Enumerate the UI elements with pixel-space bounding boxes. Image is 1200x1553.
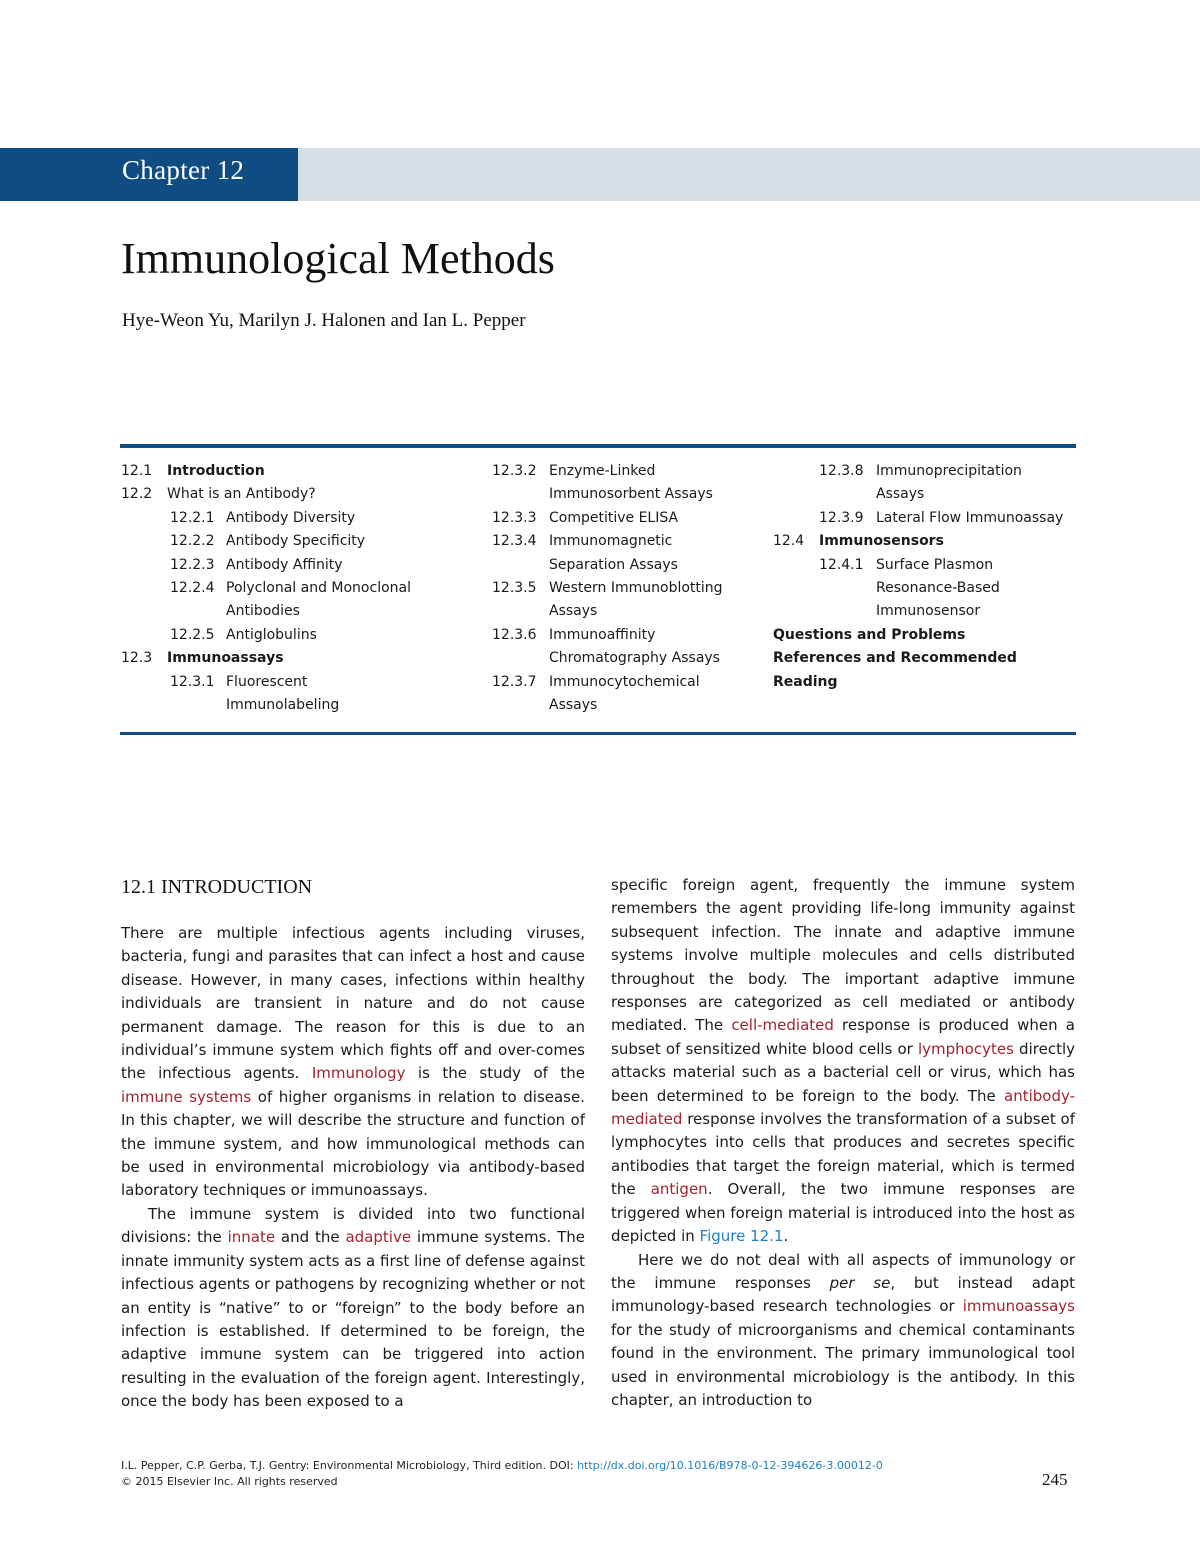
- toc-entry[interactable]: [773, 530, 1083, 553]
- toc-top-rule: [120, 444, 1076, 448]
- toc-number: 12.3.8: [819, 463, 864, 479]
- paragraph: [121, 922, 585, 1203]
- toc-number: 12.2.3: [170, 556, 215, 573]
- text: immune systems. The innate immunity system acts as a first line of defense against infectious agents or pathogens by recognizing whether or not an entity is “native” to or “foreign” to the body before an infection is established. If determined to be foreign, the adaptive immune system can be triggered into action resulting in the evaluation of the foreign agent. Interestingly, once the body has been exposed to a: [121, 1228, 585, 1411]
- toc-title: Immunoaffinity Chromatography Assays: [549, 626, 720, 667]
- figure-link[interactable]: Figure 12.1: [699, 1227, 784, 1246]
- toc-title: Immunocytochemical Assays: [549, 673, 700, 714]
- doi-link[interactable]: http://dx.doi.org/10.1016/B978-0-12-394626-3.00012-0: [577, 1459, 883, 1472]
- citation-text: I.L. Pepper, C.P. Gerba, T.J. Gentry: Environmental Microbiology, Third edition. DOI:: [121, 1459, 578, 1472]
- paragraph-continued: [611, 874, 1075, 1249]
- glossary-term[interactable]: lymphocytes: [918, 1039, 1014, 1058]
- toc-number: 12.3.5: [492, 580, 537, 597]
- toc-title: What is an Antibody?: [167, 486, 316, 503]
- chapter-title: Immunological Methods: [121, 234, 555, 283]
- text: is the study of the: [405, 1064, 586, 1083]
- toc-entry[interactable]: [773, 460, 1083, 507]
- text: for the study of microorganisms and chemical contaminants found in the environment. The primary immunological tool used in environmental microbiology is the antibody. In this chapter, an introduction to: [611, 1320, 1075, 1409]
- text: response is produced when a subset of sensitized white blood cells or: [611, 1016, 1075, 1058]
- glossary-term[interactable]: cell-mediated: [731, 1016, 834, 1035]
- toc-entry[interactable]: [492, 460, 762, 507]
- toc-entry[interactable]: [492, 530, 762, 577]
- text: directly attacks material such as a bacterial cell or virus, which has been determined to be foreign to the body. The: [611, 1039, 1075, 1105]
- toc-number: 12.3.1: [170, 673, 215, 690]
- page-number: 245: [1042, 1470, 1068, 1489]
- chapter-authors: Hye-Weon Yu, Marilyn J. Halonen and Ian L. Pepper: [122, 310, 526, 331]
- glossary-term[interactable]: antigen: [650, 1180, 708, 1199]
- toc-number: 12.3.4: [492, 533, 537, 550]
- toc-title: Immunomagnetic Separation Assays: [549, 533, 678, 573]
- toc-number: 12.2: [121, 486, 153, 503]
- toc-number: 12.3: [121, 650, 153, 667]
- toc-column-1: [121, 460, 481, 717]
- toc-entry[interactable]: [773, 554, 1083, 624]
- glossary-term[interactable]: innate: [227, 1228, 276, 1247]
- body-column-left: [121, 922, 585, 1414]
- toc-entry[interactable]: [492, 624, 762, 671]
- text: . Overall, the two immune responses are triggered when foreign material is introduced into the host as depicted in: [611, 1180, 1076, 1246]
- toc-title: Lateral Flow Immunoassay: [876, 509, 1064, 526]
- toc-number: 12.2.4: [170, 580, 215, 597]
- text: The immune system is divided into two functional divisions: the: [121, 1204, 585, 1247]
- text: There are multiple infectious agents including viruses, bacteria, fungi and parasites that can infect a host and cause disease. However, in many cases, infections within healthy individuals are transient in nature and do not cause permanent damage. The reason for this is due to an individual’s immune system which fights off and over-comes the infectious agents.: [121, 924, 585, 1083]
- glossary-term[interactable]: immune systems: [121, 1087, 252, 1106]
- text: , but instead adapt immunology-based research technologies or: [611, 1273, 1076, 1316]
- paragraph: [121, 1203, 585, 1414]
- toc-entry[interactable]: [492, 671, 762, 718]
- toc-entry[interactable]: [121, 530, 481, 553]
- body-column-right: [611, 874, 1075, 1412]
- toc-number: 12.4.1: [819, 556, 864, 573]
- section-heading: 12.1 INTRODUCTION: [121, 876, 313, 898]
- toc-number: 12.3.2: [492, 463, 537, 479]
- toc-title: Antiglobulins: [226, 626, 317, 643]
- toc-title: Antibody Diversity: [226, 509, 356, 526]
- toc-number: 12.3.7: [492, 673, 537, 690]
- footer-citation: [121, 1458, 883, 1490]
- text: Here we do not deal with all aspects of immunology or the immune responses: [611, 1250, 1075, 1292]
- copyright: © 2015 Elsevier Inc. All rights reserved: [121, 1475, 338, 1488]
- toc-column-2: [492, 460, 762, 717]
- text: .: [783, 1227, 789, 1246]
- glossary-term[interactable]: Immunology: [311, 1064, 406, 1083]
- toc-entry[interactable]: [773, 647, 1083, 694]
- toc-number: 12.2.1: [170, 509, 215, 526]
- toc-entry[interactable]: [121, 460, 481, 483]
- chapter-banner-band: [298, 148, 1200, 201]
- toc-entry[interactable]: [121, 483, 481, 506]
- toc-title: Surface Plasmon Resonance-Based Immunosensor: [876, 556, 1000, 620]
- glossary-term[interactable]: antibody-mediated: [611, 1086, 1075, 1129]
- toc-title: Competitive ELISA: [549, 509, 679, 526]
- toc-number: 12.3.3: [492, 509, 537, 526]
- text: response involves the transformation of a subset of lymphocytes into cells that produces and secretes specific antibodies that target the foreign material, which is termed the: [611, 1110, 1075, 1199]
- toc-number: 12.3.9: [819, 509, 864, 526]
- toc-entry[interactable]: [773, 507, 1083, 530]
- citation-line: [121, 1458, 883, 1474]
- text: and the: [275, 1228, 346, 1247]
- toc-number: 12.3.6: [492, 626, 537, 643]
- toc-number: 12.1: [121, 463, 153, 479]
- paragraph: [611, 1249, 1075, 1413]
- glossary-term[interactable]: adaptive: [345, 1228, 412, 1247]
- toc-entry[interactable]: [773, 624, 1083, 647]
- toc-title: Antibody Specificity: [226, 533, 366, 550]
- toc-bottom-rule: [120, 732, 1076, 735]
- toc-entry[interactable]: [121, 671, 481, 718]
- toc-title: Immunosensors: [819, 533, 944, 550]
- toc-title: Immunoassays: [167, 650, 284, 667]
- toc-title: Immunoprecipitation Assays: [876, 463, 1022, 503]
- toc-entry[interactable]: [492, 507, 762, 530]
- toc-entry[interactable]: [121, 624, 481, 647]
- text: specific foreign agent, frequently the immune system remembers the agent providing life-long immunity against subsequent infection. The innate and adaptive immune systems involve multiple molecules and cells distributed throughout the body. The important adaptive immune responses are categorized as cell mediated or antibody mediated. The: [611, 876, 1075, 1035]
- toc-entry[interactable]: [492, 577, 762, 624]
- toc-column-3: [773, 460, 1083, 694]
- toc-title: Questions and Problems: [773, 626, 966, 643]
- toc-title: Fluorescent Immunolabeling: [226, 673, 340, 714]
- toc-entry[interactable]: [121, 647, 481, 670]
- toc-number: 12.2.2: [170, 533, 215, 550]
- toc-number: 12.2.5: [170, 626, 215, 643]
- toc-entry[interactable]: [121, 577, 481, 624]
- toc-title: Western Immunoblotting Assays: [549, 580, 723, 620]
- toc-title: Polyclonal and Monoclonal Antibodies: [226, 580, 411, 620]
- toc-title: References and Recommended Reading: [773, 650, 1017, 690]
- toc-entry[interactable]: [121, 507, 481, 530]
- glossary-term[interactable]: immunoassays: [962, 1297, 1075, 1316]
- chapter-label: Chapter 12: [122, 155, 245, 185]
- toc-title: Enzyme-Linked Immunosorbent Assays: [549, 463, 713, 503]
- toc-title: Antibody Affinity: [226, 556, 343, 573]
- toc-entry[interactable]: [121, 554, 481, 577]
- toc-title: Introduction: [167, 463, 265, 479]
- emphasis: per se: [829, 1273, 891, 1292]
- text: of higher organisms in relation to disease. In this chapter, we will describe the structure and function of the immune system, and how immunological methods can be used in environmental microbiology via antibody-based laboratory techniques or immunoassays.: [121, 1087, 585, 1200]
- toc-number: 12.4: [773, 533, 805, 550]
